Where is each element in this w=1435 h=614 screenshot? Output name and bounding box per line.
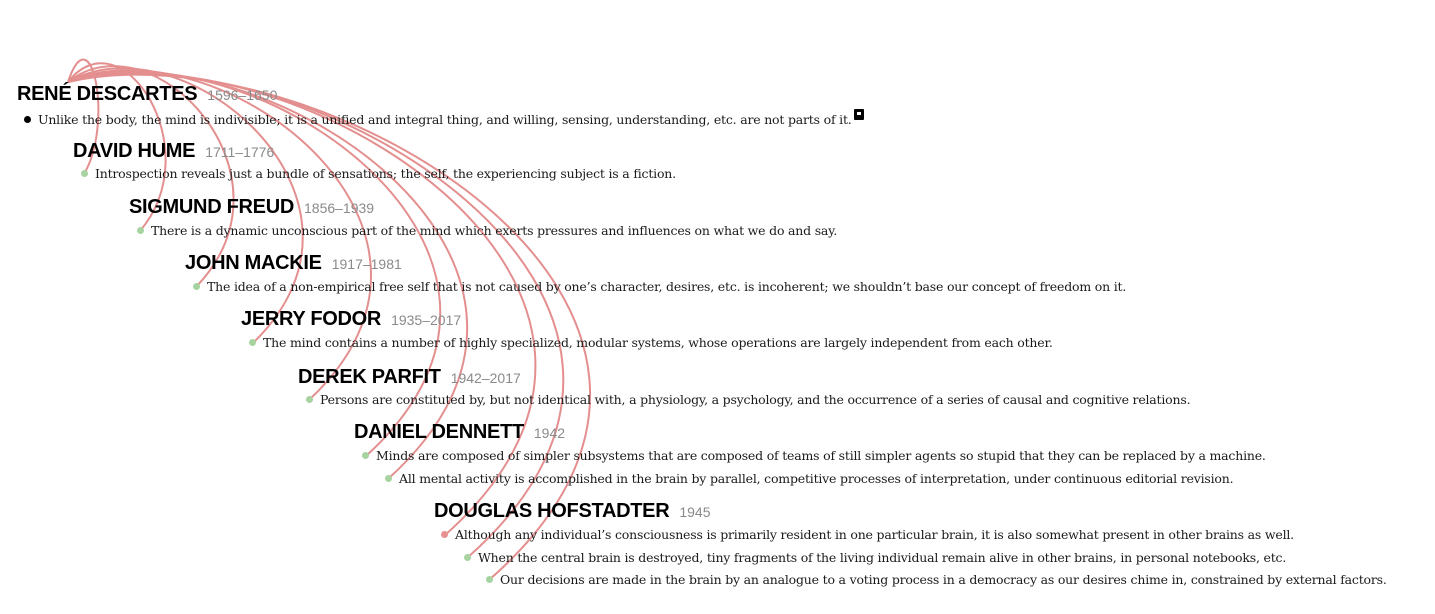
claim[interactable]	[137, 222, 837, 240]
agree-dot[interactable]	[486, 576, 493, 583]
thinker-years: 1945	[679, 504, 711, 520]
thinker-name[interactable]: DEREK PARFIT	[298, 366, 441, 388]
thinker-header	[185, 252, 402, 275]
claim-text: Minds are composed of simpler subsystems that are composed of teams of still simpler agents so stupid that they can be replaced by a machine.	[376, 448, 1266, 463]
agree-dot[interactable]	[137, 227, 144, 234]
claim-text: When the central brain is destroyed, tiny fragments of the living individual remain alive in other brains, in personal notebooks, etc.	[478, 550, 1287, 565]
thinker-years: 1942–2017	[450, 370, 521, 386]
thinker-header	[241, 308, 461, 331]
claim-text: Our decisions are made in the brain by an analogue to a voting process in a democracy as our desires chime in, constrained by external factors.	[500, 572, 1387, 587]
claim[interactable]	[24, 109, 864, 129]
agree-dot[interactable]	[249, 339, 256, 346]
thinker-name[interactable]: DANIEL DENNETT	[354, 421, 524, 443]
thinker-name[interactable]: DAVID HUME	[73, 140, 196, 162]
claim-text: Persons are constituted by, but not identical with, a physiology, a psychology, and the occurrence of a series of causal and cognitive relations.	[320, 392, 1191, 407]
claim-text: Although any individual’s consciousness is primarily resident in one particular brain, it is also somewhat present in other brains as well.	[455, 527, 1294, 542]
thinker-name[interactable]: JOHN MACKIE	[185, 252, 322, 274]
claim[interactable]	[385, 470, 1233, 488]
thinker-name[interactable]: JERRY FODOR	[241, 308, 382, 330]
claim[interactable]	[249, 334, 1053, 352]
thinker-years: 1942	[533, 425, 566, 441]
thinker-name[interactable]: SIGMUND FREUD	[129, 196, 294, 218]
claim[interactable]	[306, 391, 1190, 409]
claim[interactable]	[193, 278, 1126, 296]
claim-text: Introspection reveals just a bundle of sensations; the self, the experiencing subject is a fiction.	[95, 166, 676, 181]
thinker-header	[129, 196, 374, 219]
agree-dot[interactable]	[81, 170, 88, 177]
disagree-dot[interactable]	[441, 531, 448, 538]
claim[interactable]	[81, 165, 676, 183]
agree-dot[interactable]	[464, 554, 471, 561]
thinker-header	[298, 366, 521, 389]
source-dot[interactable]	[24, 116, 31, 123]
thinker-header	[17, 83, 277, 106]
agree-dot[interactable]	[306, 396, 313, 403]
connection-arc	[68, 72, 467, 479]
thinker-years: 1935–2017	[391, 312, 462, 328]
thinker-header	[73, 140, 274, 163]
thinker-years: 1596–1650	[207, 87, 278, 103]
thinker-years: 1917–1981	[331, 256, 402, 272]
claim-text: Unlike the body, the mind is indivisible; it is a unified and integral thing, and willing, sensing, understanding, etc. are not parts of it.	[38, 112, 852, 127]
agree-dot[interactable]	[385, 475, 392, 482]
thinker-years: 1711–1776	[205, 144, 275, 160]
claim-text: The idea of a non-empirical free self that is not caused by one’s character, desires, etc. is incoherent; we shouldn’t base our concept of freedom on it.	[207, 279, 1127, 294]
claim[interactable]	[486, 571, 1387, 589]
claim-text: There is a dynamic unconscious part of the mind which exerts pressures and influences on what we do and say.	[151, 223, 838, 238]
thinker-header	[434, 500, 711, 523]
claim[interactable]	[441, 526, 1294, 544]
book-icon[interactable]	[854, 109, 864, 120]
thinker-header	[354, 421, 565, 444]
claim[interactable]	[464, 549, 1286, 567]
claim-text: The mind contains a number of highly specialized, modular systems, whose operations are largely independent from each other.	[263, 335, 1053, 350]
claim-text: All mental activity is accomplished in the brain by parallel, competitive processes of interpretation, under continuous editorial revision.	[399, 471, 1234, 486]
thinker-name[interactable]: DOUGLAS HOFSTADTER	[434, 500, 670, 522]
thinker-years: 1856–1939	[304, 200, 375, 216]
agree-dot[interactable]	[362, 452, 369, 459]
thinker-name[interactable]: RENÉ DESCARTES	[17, 83, 198, 105]
agree-dot[interactable]	[193, 283, 200, 290]
claim[interactable]	[362, 447, 1266, 465]
